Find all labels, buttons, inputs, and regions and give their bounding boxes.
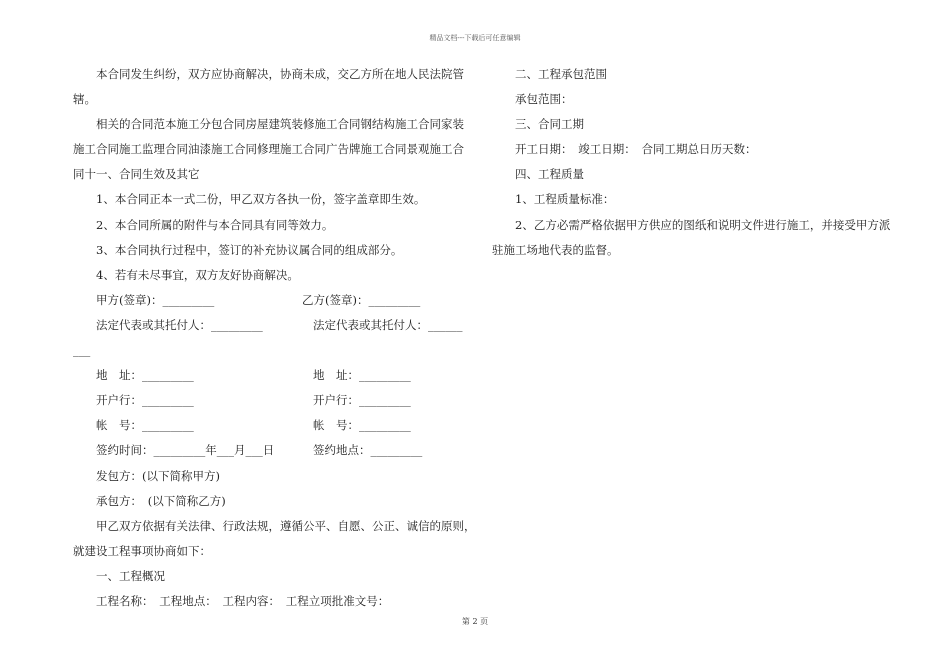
party-a-address: 地 址：_________ [96,368,194,383]
right-column [492,62,892,263]
related-templates-line-1: 相关的合同范本施工分包合同房屋建筑装修施工合同钢结构施工合同家装 [96,117,464,132]
representative-continuation: ___ [73,343,91,358]
period-line: 开工日期： 竣工日期： 合同工期总日历天数： [515,142,757,157]
section-2-heading: 二、工程承包范围 [515,67,607,81]
page-number: 第 2 页 [461,617,489,626]
quality-item-2-line-1: 2、乙方必需严格依据甲方供应的图纸和说明文件进行施工，并接受甲方派 [515,217,891,232]
bank-row [73,388,465,413]
effect-item-4: 4、若有未尽事宜，双方友好协商解决。 [96,267,299,282]
party-b-account: 帐 号：_________ [313,418,411,433]
effect-item-1: 1、本合同正本一式二份，甲乙双方各执一份，签字盖章即生效。 [96,192,426,207]
contractor-line: 发包方：(以下简称甲方) [96,468,220,483]
project-fields: 工程名称： 工程地点： 工程内容： 工程立项批准文号： [96,593,390,608]
related-templates-line-3: 同十一、合同生效及其它 [73,167,200,182]
subcontractor-line: 承包方： (以下简称乙方) [96,493,226,508]
signing-time: 签约时间：_________年___月___日 [96,443,275,458]
page-header: 精品文档---下载后可任意编辑 [429,34,521,42]
signature-row [73,288,465,313]
scope-line: 承包范围： [515,92,573,107]
account-row [73,413,465,438]
representative-row [73,313,465,338]
party-b-address: 地 址：_________ [313,368,411,383]
party-a-bank: 开户行：_________ [96,393,194,408]
agreement-intro-line-2: 就建设工程事项协商如下： [73,543,211,558]
signing-row [73,438,465,463]
section-4-heading: 四、工程质量 [515,167,584,182]
signing-place: 签约地点：_________ [313,443,423,458]
section-1-heading: 一、工程概况 [96,568,165,583]
party-b-signature: 乙方(签章)：_________ [302,292,421,307]
party-b-representative: 法定代表或其托付人：______ [313,317,463,332]
party-a-representative: 法定代表或其托付人：_________ [96,317,263,332]
section-3-heading: 三、合同工期 [515,117,584,132]
party-a-signature: 甲方(签章)：_________ [96,292,215,307]
party-a-account: 帐 号：_________ [96,418,194,433]
effect-item-2: 2、本合同所属的附件与本合同具有同等效力。 [96,217,334,232]
quality-item-2-line-2: 驻施工场地代表的监督。 [492,242,619,257]
dispute-clause-line-2: 辖。 [73,92,96,107]
address-row [73,363,465,388]
related-templates-line-2: 施工合同施工监理合同油漆施工合同修理施工合同广告牌施工合同景观施工合 [73,142,464,157]
effect-item-3: 3、本合同执行过程中，签订的补充协议属合同的组成部分。 [96,242,403,257]
left-column [73,62,476,614]
quality-item-1: 1、工程质量标准： [515,192,615,207]
agreement-intro-line-1: 甲乙双方依据有关法律、行政法规，遵循公平、自愿、公正、诚信的原则， [96,518,476,533]
dispute-clause-line-1: 本合同发生纠纷，双方应协商解决，协商未成，交乙方所在地人民法院管 [96,67,464,81]
party-b-bank: 开户行：_________ [313,393,411,408]
